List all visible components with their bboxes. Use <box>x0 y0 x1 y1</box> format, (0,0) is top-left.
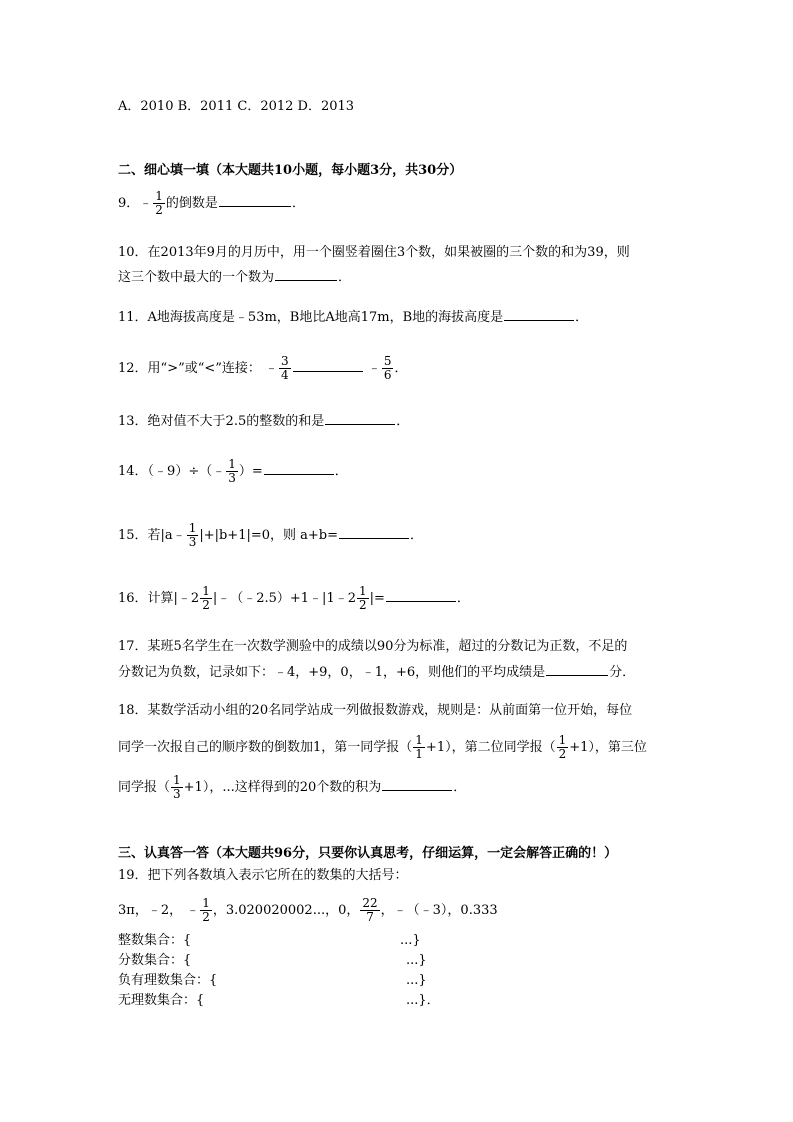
answer-blank-12[interactable] <box>293 357 363 372</box>
set-integer-label: 整数集合：{ <box>118 933 192 948</box>
question-11: 11．A地海拔高度是﹣53m，B地比A地高17m，B地的海拔高度是 ． <box>118 306 588 327</box>
answer-blank-16[interactable] <box>386 587 456 602</box>
answer-blank-17[interactable] <box>546 661 608 676</box>
answer-blank-11[interactable] <box>504 306 574 321</box>
question-10-line2: 这三个数中最大的一个数为 ． <box>118 266 351 287</box>
set-irrational-end[interactable]: ...}． <box>406 993 440 1008</box>
section3-header: 三、认真答一答（本大题共96分，只要你认真思考，仔细运算，一定会解答正确的！） <box>118 846 618 861</box>
section2-header: 二、细心填一填（本大题共10小题，每小题3分，共30分） <box>118 163 463 178</box>
question-17-line2: 分数记为负数，记录如下：﹣4，+9，0，﹣1，+6，则他们的平均成绩是 分． <box>118 661 635 682</box>
set-fraction-label: 分数集合：{ <box>118 953 192 968</box>
fraction: $\frac{1}{3}$ <box>228 457 236 485</box>
question-18-line3: 同学报（ $\frac{1}{3}$ +1），...这样得到的20个数的积为 ． <box>118 773 467 801</box>
question-12: 12．用“>”或“<”连接： ﹣ $\frac{3}{4}$ ﹣ $\frac{5}{6}$ ． <box>118 354 408 382</box>
question-10-line1: 10．在2013年9月的月历中，用一个圈竖着圈住3个数，如果被圈的三个数的和为39，则 <box>118 245 630 260</box>
set-integer-end[interactable]: ...} <box>400 933 421 948</box>
fraction: $\frac{1}{2}$ <box>358 584 367 612</box>
fraction: $\frac{1}{3}$ <box>188 521 197 549</box>
answer-blank-13[interactable] <box>325 410 395 425</box>
fraction: $\frac{1}{2}$ <box>558 733 567 761</box>
fraction: $\frac{1}{1}$ <box>415 733 423 761</box>
fraction: $\frac{1}{2}$ <box>202 896 210 924</box>
question-19-intro: 19．把下列各数填入表示它所在的数集的大括号： <box>118 868 408 883</box>
question-17-line1: 17．某班5名学生在一次数学测验中的成绩以90分为标准，超过的分数记为正数，不足的 <box>118 639 628 654</box>
fraction: $\frac{3}{4}$ <box>281 354 289 382</box>
question-14: 14．（﹣9）÷（﹣ $\frac{1}{3}$ ）= ． <box>118 457 348 485</box>
question-15: 15．若|a﹣ $\frac{1}{3}$ |+|b+1|=0，则 a+b= ． <box>118 521 424 549</box>
set-irrational-label: 无理数集合：{ <box>118 993 205 1008</box>
fraction: $\frac{22}{7}$ <box>362 896 378 924</box>
answer-blank-15[interactable] <box>339 524 409 539</box>
q8-options: A．2010 B．2011 C．2012 D．2013 <box>118 99 355 114</box>
question-16: 16．计算|﹣2 $\frac{1}{2}$ |﹣（﹣2.5）+1﹣|1﹣2 $\frac{1}{2}$ |= ． <box>118 584 470 612</box>
set-negative-rational-end[interactable]: ...} <box>406 973 427 988</box>
fraction: $\frac{1}{2}$ <box>155 189 163 217</box>
fraction: $\frac{1}{3}$ <box>173 773 181 801</box>
set-fraction-end[interactable]: ...} <box>406 953 427 968</box>
fraction: $\frac{5}{6}$ <box>383 354 392 382</box>
question-19-numbers: 3π，﹣2， ﹣ $\frac{1}{2}$ ，3.020020002...，0， $\frac{22}{7}$ ，﹣（﹣3），0.333 <box>118 896 498 924</box>
question-13: 13．绝对值不大于2.5的整数的和是 ． <box>118 410 409 431</box>
answer-blank-9[interactable] <box>219 192 291 207</box>
set-negative-rational-label: 负有理数集合：{ <box>118 973 218 988</box>
question-9: 9．﹣ $\frac{1}{2}$ 的倒数是 ． <box>118 189 305 217</box>
question-18-line1: 18．某数学活动小组的20名同学站成一列做报数游戏，规则是：从前面第一位开始，每位 <box>118 703 633 718</box>
answer-blank-10[interactable] <box>275 266 337 281</box>
question-18-line2: 同学一次报自己的顺序数的倒数加1，第一同学报（ $\frac{1}{1}$ +1），第二位同学报（ $\frac{1}{2}$ +1），第三位 <box>118 733 647 761</box>
answer-blank-14[interactable] <box>264 460 334 475</box>
fraction: $\frac{1}{2}$ <box>202 584 210 612</box>
answer-blank-18[interactable] <box>382 776 452 791</box>
